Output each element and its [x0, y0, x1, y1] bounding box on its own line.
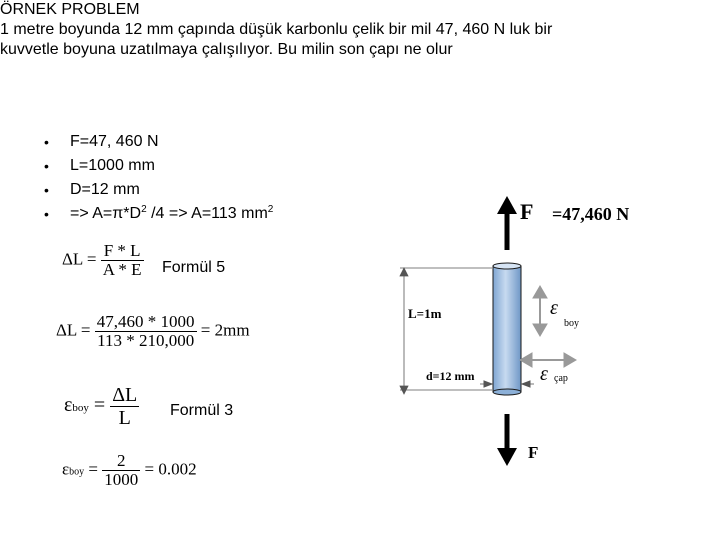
problem-title: ÖRNEK PROBLEM: [0, 1, 140, 18]
tensile-rod-diagram: [380, 190, 680, 480]
top-force-arrow-icon: [497, 196, 517, 250]
formula-lhs: ΔL =: [62, 249, 97, 269]
formula-3-label: Formül 3: [170, 402, 234, 419]
transverse-strain-symbol: ε: [540, 363, 548, 385]
strain-subscript: boy: [69, 466, 85, 478]
longitudinal-strain-subscript: boy: [564, 318, 579, 329]
bullet-marker: •: [44, 182, 49, 198]
formula-equals: =: [93, 394, 106, 417]
formula-strain: [64, 384, 139, 429]
longitudinal-strain-arrow-icon: [533, 286, 547, 336]
top-force-value: =47,460 N: [552, 204, 630, 224]
strain-symbol: ε: [62, 459, 70, 479]
fraction-numerator: F * L: [101, 242, 144, 261]
bullet-marker: •: [44, 158, 49, 174]
problem-text-line-1: 1 metre boyunda 12 mm çapında düşük karbonlu çelik bir mil 47, 460 N luk bir: [0, 21, 553, 38]
strain-subscript: boy: [72, 402, 89, 415]
fraction-denominator: 113 * 210,000: [97, 331, 195, 350]
bullet-marker: •: [44, 206, 49, 222]
transverse-strain-subscript: çap: [554, 373, 568, 384]
bullet-marker: •: [44, 134, 49, 150]
formula-result: = 2mm: [200, 320, 250, 340]
formula-strain-numeric: [62, 452, 197, 489]
formula-fraction: [101, 242, 144, 279]
fraction-numerator: 47,460 * 1000: [96, 312, 195, 331]
formula-fraction: [102, 452, 140, 489]
fraction-numerator: ΔL: [112, 384, 138, 406]
top-force-label: F: [520, 199, 534, 224]
longitudinal-strain-symbol: ε: [550, 297, 558, 319]
bottom-force-label: F: [528, 443, 539, 462]
bottom-force-arrow-icon: [497, 414, 517, 466]
formula-5-label: Formül 5: [162, 259, 226, 276]
given-length: L=1000 mm: [70, 157, 155, 174]
formula-fraction: [95, 313, 197, 350]
rod-icon: [493, 263, 521, 395]
formula-lhs: ΔL =: [56, 320, 91, 340]
fraction-denominator: 1000: [104, 470, 139, 489]
fraction-numerator: 2: [102, 452, 140, 471]
fraction-denominator: A * E: [102, 260, 142, 279]
given-force: F=47, 460 N: [70, 133, 159, 150]
length-label: L=1m: [408, 306, 442, 321]
formula-result: = 0.002: [144, 459, 197, 479]
formula-elongation-numeric: [56, 313, 250, 350]
strain-symbol: ε: [64, 394, 73, 417]
problem-text-line-2: kuvvetle boyuna uzatılmaya çalışılıyor. Bu milin son çapı ne olur: [0, 41, 453, 58]
problem-statement: [0, 0, 640, 60]
formula-fraction: [110, 384, 139, 429]
diameter-label: d=12 mm: [426, 369, 475, 383]
formula-equals: =: [88, 459, 98, 479]
given-diameter: D=12 mm: [70, 181, 140, 198]
transverse-strain-arrow-icon: [520, 353, 576, 367]
area-calculation: => $A=\pi*D^2$ /4 => A=113 $mm^2$: [70, 204, 274, 222]
formula-elongation: [62, 242, 144, 279]
fraction-denominator: L: [118, 407, 131, 429]
